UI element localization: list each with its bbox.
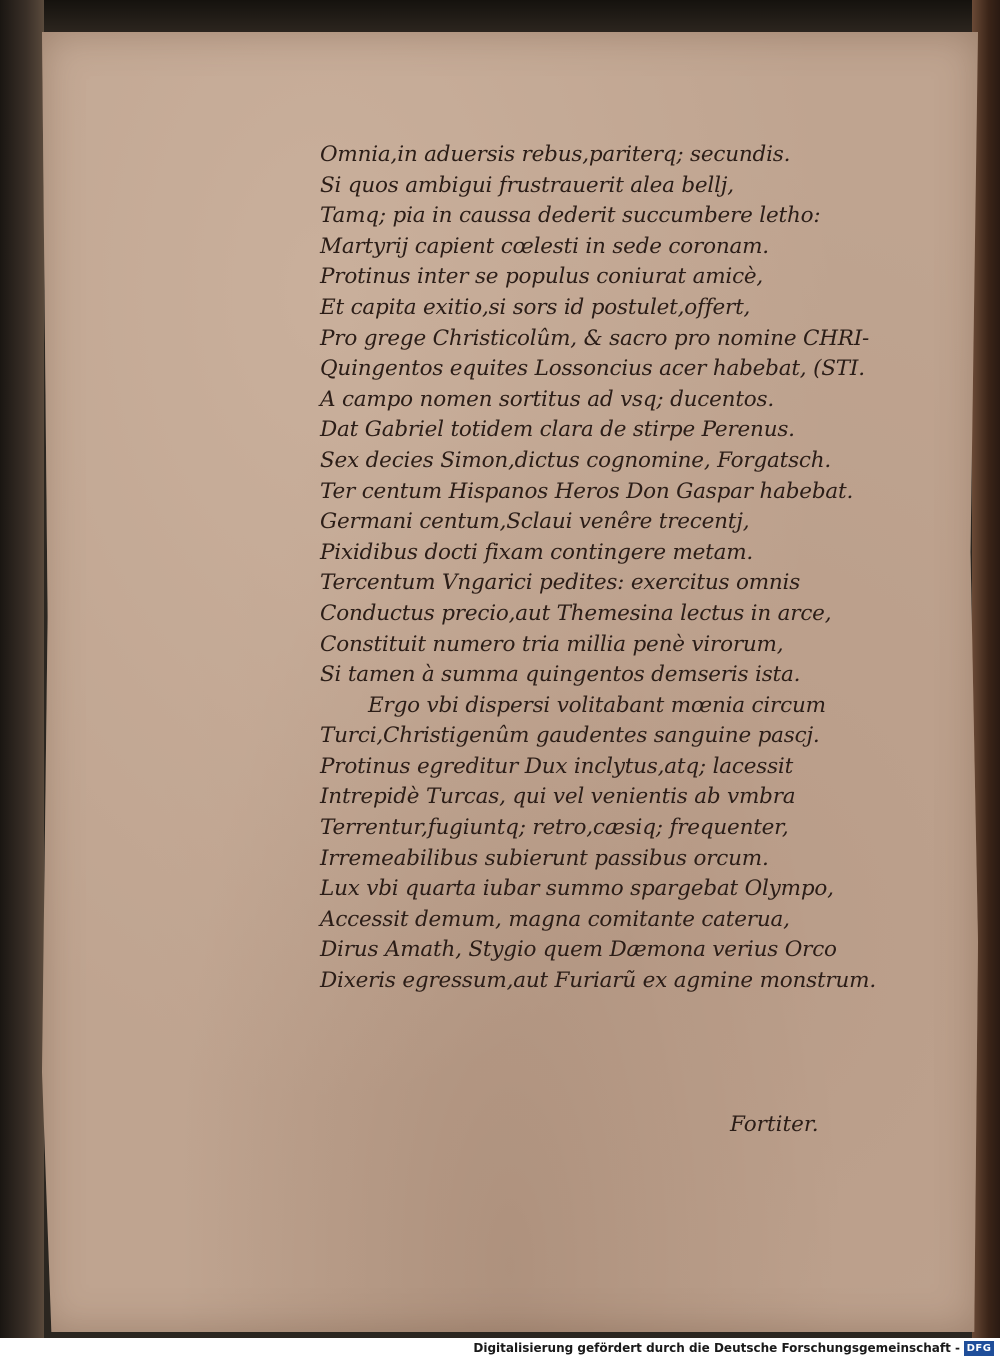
dfg-logo-icon[interactable]: DFG: [964, 1341, 994, 1356]
verse-line: Accessit demum, magna comitante caterua,: [320, 906, 790, 932]
verse-line: Dirus Amath, Stygio quem Dæmona verius Orco: [320, 937, 837, 963]
verse-line: Terrentur,fugiuntq; retro,cæsiq; frequenter,: [320, 815, 789, 841]
verse-line: Ter centum Hispanos Heros Don Gaspar habebat.: [320, 478, 854, 504]
verse-text: [320, 140, 940, 997]
verse-line: Irremeabilibus subierunt passibus orcum.: [320, 845, 769, 871]
verse-line: Pro grege Christicolûm, & sacro pro nomine CHRI-: [320, 325, 870, 351]
footer-bar: [0, 1338, 1000, 1360]
verse-line: Si tamen à summa quingentos demseris ista.: [320, 662, 801, 688]
verse-line: Pixidibus docti fixam contingere metam.: [320, 539, 754, 565]
verse-line-indented: Ergo vbi dispersi volitabant mœnia circum: [368, 692, 826, 718]
verse-line: Tamq; pia in caussa dederit succumbere letho:: [320, 203, 821, 229]
verse-line: Protinus egreditur Dux inclytus,atq; lacessit: [320, 753, 794, 779]
funding-notice: Digitalisierung gefördert durch die Deutsche Forschungsgemeinschaft -: [473, 1341, 960, 1355]
catchword: Fortiter.: [730, 1112, 819, 1137]
book-cover-edge: [972, 0, 1000, 1340]
verse-line: Sex decies Simon,dictus cognomine, Forgatsch.: [320, 447, 832, 473]
verse-line: Germani centum,Sclaui venêre trecentj,: [320, 509, 750, 535]
verse-line: Si quos ambigui frustrauerit alea bellj,: [320, 172, 734, 198]
verse-line: Turci,Christigenûm gaudentes sanguine pascj.: [320, 723, 820, 749]
verse-line: Lux vbi quarta iubar summo spargebat Olympo,: [320, 876, 834, 902]
verse-line: Et capita exitio,si sors id postulet,offert,: [320, 294, 751, 320]
verse-line: A campo nomen sortitus ad vsq; ducentos.: [320, 386, 774, 412]
verse-line: Quingentos equites Lossoncius acer habebat, (STI.: [320, 356, 865, 382]
scan-background-top: [0, 0, 1000, 36]
verse-line: Omnia,in aduersis rebus,pariterq; secundis.: [320, 142, 791, 167]
verse-line: Constituit numero tria millia penè virorum,: [320, 631, 784, 657]
verse-line: Martyrij capient cœlesti in sede coronam.: [320, 233, 769, 259]
verse-line: Conductus precio,aut Themesina lectus in arce,: [320, 600, 832, 626]
verse-line: Intrepidè Turcas, qui vel venientis ab vmbra: [320, 784, 796, 810]
book-spine-edge: [0, 0, 44, 1340]
verse-line: Protinus inter se populus coniurat amicè,: [320, 264, 764, 290]
verse-line: Dixeris egressum,aut Furiarũ ex agmine monstrum.: [320, 968, 876, 994]
verse-line: Tercentum Vngarici pedites: exercitus omnis: [320, 570, 801, 596]
verse-line: Dat Gabriel totidem clara de stirpe Perenus.: [320, 417, 795, 443]
